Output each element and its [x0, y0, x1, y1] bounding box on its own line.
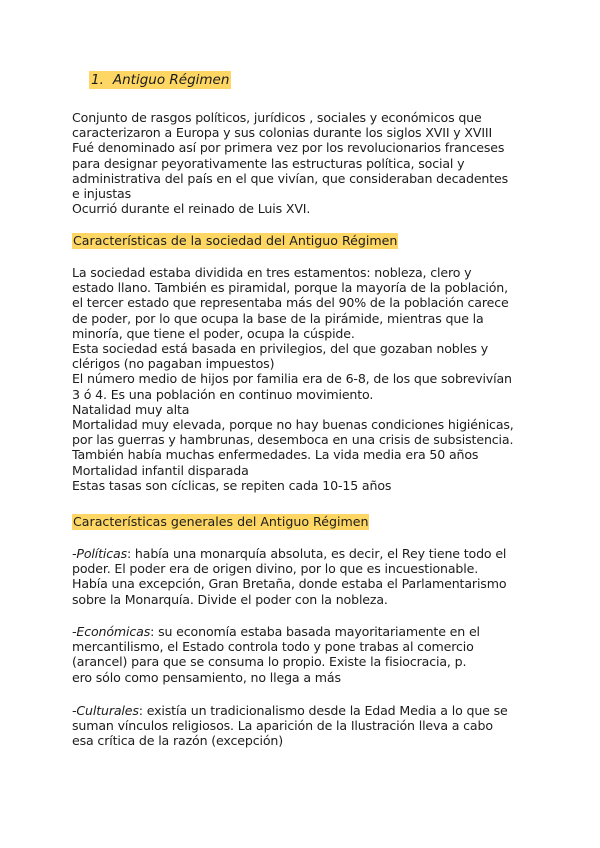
- text-line: el tercer estado que representaba más del 90% de la población carece: [72, 295, 509, 311]
- text-line: 3 ó 4. Es una población en continuo movimiento.: [72, 386, 374, 402]
- politicas-paragraph: [72, 546, 542, 607]
- text-line: de poder, por lo que ocupa la base de la pirámide, mientras que la: [72, 310, 484, 326]
- politicas-lead: -Políticas: [72, 546, 127, 561]
- text-line: Mortalidad infantil disparada: [72, 462, 249, 478]
- section-heading-sociedad: Características de la sociedad del Antiguo Régimen: [73, 233, 398, 248]
- culturales-lead: -Culturales: [72, 703, 139, 718]
- text-line: esa crítica de la razón (excepción): [72, 733, 283, 749]
- text-line: Natalidad muy alta: [72, 401, 190, 417]
- text-line: [72, 546, 542, 561]
- heading-title: Antiguo Régimen: [112, 72, 230, 88]
- text-line: por las guerras y hambrunas, desemboca en una crisis de subsistencia.: [72, 432, 514, 448]
- text-line: suman vínculos religiosos. La aparición de la Ilustración lleva a cabo: [72, 718, 493, 734]
- culturales-paragraph: [72, 703, 542, 749]
- text-line: e injustas: [72, 186, 131, 202]
- text-line: mercantilismo, el Estado controla todo y pone trabas al comercio: [72, 639, 474, 655]
- text-line: Ocurrió durante el reinado de Luis XVI.: [72, 201, 311, 217]
- text-line: La sociedad estaba dividida en tres estamentos: nobleza, clero y: [72, 265, 472, 280]
- text-line: poder. El poder era de origen divino, por lo que es incuestionable.: [72, 561, 479, 577]
- economicas-paragraph: [72, 624, 542, 685]
- text-line: Mortalidad muy elevada, porque no hay buenas condiciones higiénicas,: [72, 417, 514, 433]
- politicas-first-line: : había una monarquía absoluta, es decir, el Rey tiene todo el: [126, 546, 507, 561]
- sociedad-paragraph: [72, 265, 542, 493]
- text-line: administrativa del país en el que vivían, que consideraban decadentes: [72, 170, 509, 186]
- text-line: También había muchas enfermedades. La vida media era 50 años: [72, 447, 479, 463]
- text-line: [72, 703, 542, 718]
- text-line: estado llano. También es piramidal, porque la mayoría de la población,: [72, 280, 508, 296]
- text-line: Había una excepción, Gran Bretaña, donde estaba el Parlamentarismo: [72, 576, 507, 592]
- text-line: Fué denominado así por primera vez por los revolucionarios franceses: [72, 140, 505, 156]
- intro-paragraph: [72, 110, 542, 216]
- text-line: (arancel) para que se consuma lo propio. Existe la fisiocracia, p.: [72, 654, 467, 670]
- text-line: Esta sociedad está basada en privilegios, del que gozaban nobles y: [72, 341, 489, 357]
- text-line: caracterizaron a Europa y sus colonias durante los siglos XVII y XVIII: [72, 125, 493, 141]
- text-line: ero sólo como pensamiento, no llega a más: [72, 669, 341, 685]
- text-line: clérigos (no pagaban impuestos): [72, 356, 275, 372]
- economicas-first-line: : su economía estaba basada mayoritariamente en el: [150, 624, 480, 639]
- text-line: El número medio de hijos por familia era de 6-8, de los que sobrevivían: [72, 371, 512, 387]
- economicas-lead: -Económicas: [72, 624, 151, 639]
- text-line: Estas tasas son cíclicas, se repiten cada 10-15 años: [72, 477, 392, 493]
- text-line: [72, 624, 542, 639]
- text-line: minoría, que tiene el poder, ocupa la cúspide.: [72, 325, 355, 341]
- main-heading: [89, 71, 231, 89]
- heading-number: 1.: [91, 72, 104, 88]
- text-line: Conjunto de rasgos políticos, jurídicos , sociales y económicos que: [72, 110, 482, 125]
- text-line: sobre la Monarquía. Divide el poder con la nobleza.: [72, 591, 388, 607]
- text-line: para designar peyorativamente las estructuras política, social y: [72, 155, 465, 171]
- culturales-first-line: : existía un tradicionalismo desde la Edad Media a lo que se: [138, 703, 508, 718]
- section-heading-generales: Características generales del Antiguo Régimen: [73, 514, 369, 529]
